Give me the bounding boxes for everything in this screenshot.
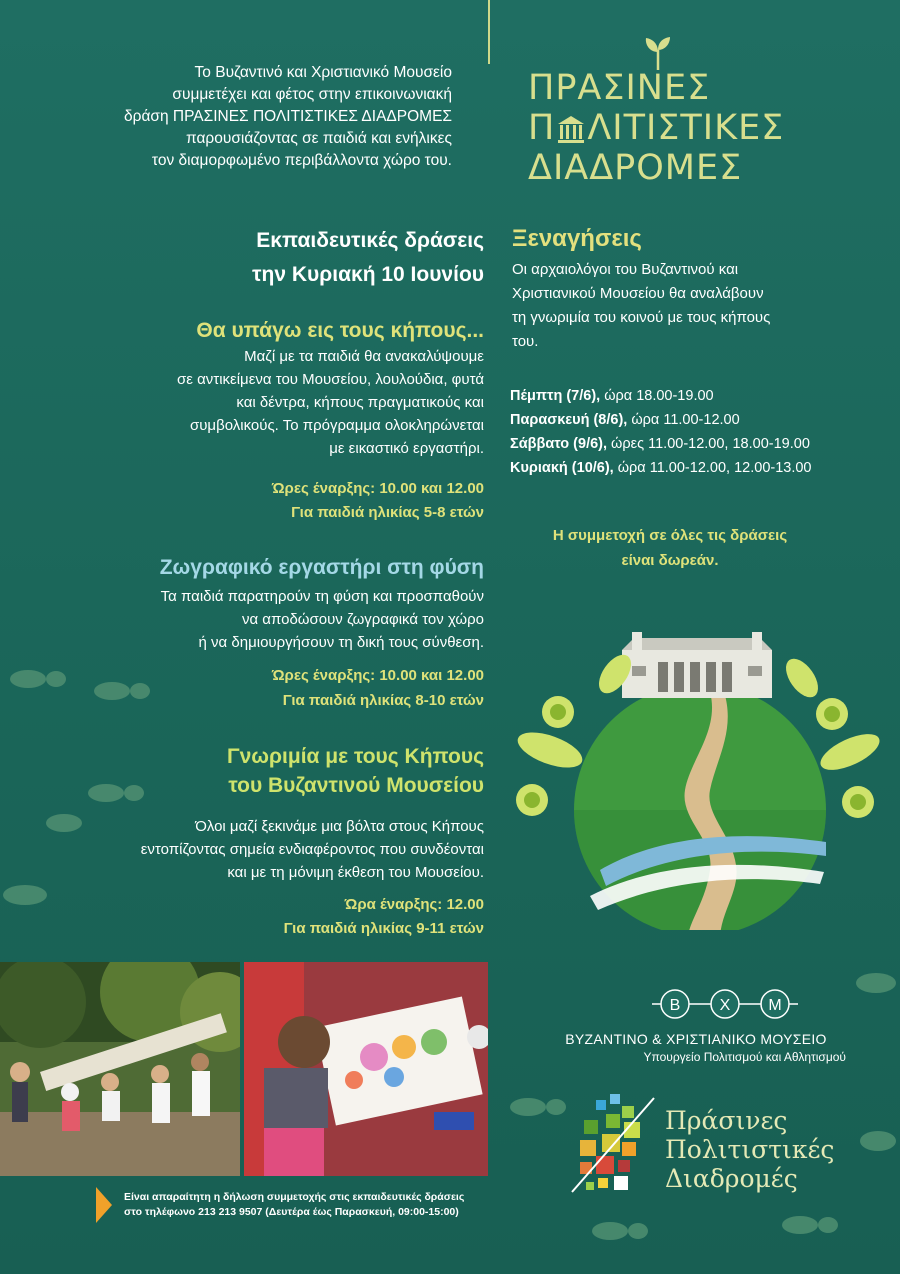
schedule-time: ώρα 11.00-12.00, 12.00-13.00 xyxy=(613,460,812,476)
ministry-name: Υπουργείο Πολιτισμού και Αθλητισμού xyxy=(643,1050,846,1064)
leaf-icon xyxy=(780,653,825,703)
intro-line: Το Βυζαντινό και Χριστιανικό Μουσείο xyxy=(194,64,452,81)
footprint-icon xyxy=(508,1092,568,1122)
schedule-row xyxy=(510,456,890,480)
event-2-line: Τα παιδιά παρατηρούν τη φύση και προσπαθούν xyxy=(160,588,484,605)
tours-title: Ξεναγήσεις xyxy=(512,225,642,252)
schedule-day: Πέμπτη (7/6), xyxy=(510,388,601,404)
museum-window xyxy=(658,662,668,692)
tours-line: Χριστιανικού Μουσείου θα αναλάβουν xyxy=(512,285,764,302)
schedule-row xyxy=(510,432,890,456)
event-3-hours: Ώρα έναρξης: 12.00 xyxy=(344,896,484,913)
event-1-ages: Για παιδιά ηλικίας 5-8 ετών xyxy=(291,504,484,521)
logo-line-2-start: Π xyxy=(528,108,556,148)
registration-note xyxy=(124,1190,504,1220)
event-1-description xyxy=(24,345,484,460)
note-line-2: στο τηλέφωνο 213 213 9507 (Δευτέρα έως Παρασκευή, 09:00-15:00) xyxy=(124,1206,459,1218)
event-2-line: ή να δημιουργήσουν τη δική τους σύνθεση. xyxy=(198,634,484,651)
museum-name: ΒΥΖΑΝΤΙΝΟ & ΧΡΙΣΤΙΑΝΙΚΟ ΜΟΥΣΕΙΟ xyxy=(565,1031,827,1047)
events-heading-line-1: Εκπαιδευτικές δράσεις xyxy=(256,229,484,252)
intro-line: συμμετέχει και φέτος στην επικοινωνιακή xyxy=(172,86,452,103)
schedule-time: ώρες 11.00-12.00, 18.00-19.00 xyxy=(607,436,810,452)
schedule-time: ώρα 11.00-12.00 xyxy=(627,412,740,428)
intro-line: παρουσιάζοντας σε παιδιά και ενήλικες xyxy=(185,130,452,147)
museum-globe-illustration xyxy=(510,620,890,930)
photo-child-painting xyxy=(244,962,488,1176)
event-2-ages: Για παιδιά ηλικίας 8-10 ετών xyxy=(282,692,484,709)
logo-letter-x: Χ xyxy=(719,997,731,1014)
top-divider xyxy=(488,0,490,64)
tours-line: τη γνωριμία του κοινού με τους κήπους xyxy=(512,309,771,326)
note-line-1: Είναι απαραίτητη η δήλωση συμμετοχής στις εκπαιδευτικές δράσεις xyxy=(124,1191,465,1203)
museum-window xyxy=(632,666,646,676)
events-heading-line-2: την Κυριακή 10 Ιουνίου xyxy=(252,263,484,286)
leaf-icon xyxy=(816,727,885,778)
green-routes-wordmark xyxy=(665,1106,834,1193)
event-3-description xyxy=(24,815,484,884)
arrow-icon xyxy=(96,1187,112,1223)
event-3-line: και με τη μόνιμη έκθεση του Μουσείου. xyxy=(227,864,484,881)
logo-line-3: ΔΙΑΔΡΟΜΕΣ xyxy=(528,148,743,188)
schedule-row xyxy=(510,408,890,432)
schedule-day: Σάββατο (9/6), xyxy=(510,436,608,452)
mosaic-logo-icon xyxy=(566,1092,662,1202)
sprout-icon xyxy=(643,36,673,70)
logo-line-1: ΠΡΑΣΙΝΕΣ xyxy=(528,68,711,108)
event-1-hours: Ώρες έναρξης: 10.00 και 12.00 xyxy=(271,480,484,497)
event-3-line: Όλοι μαζί ξεκινάμε μια βόλτα στους Κήπους xyxy=(195,818,484,835)
logo-line-2 xyxy=(528,108,858,148)
event-2-title: Ζωγραφικό εργαστήρι στη φύση xyxy=(159,556,484,579)
leaf-icon xyxy=(513,725,586,775)
free-participation-note xyxy=(500,523,840,573)
schedule-time: ώρα 18.00-19.00 xyxy=(600,388,714,404)
intro-text xyxy=(60,62,452,172)
intro-line: δράση ΠΡΑΣΙΝΕΣ ΠΟΛΙΤΙΣΤΙΚΕΣ ΔΙΑΔΡΟΜΕΣ xyxy=(124,108,452,125)
tours-schedule xyxy=(510,384,890,480)
event-3-ages: Για παιδιά ηλικίας 9-11 ετών xyxy=(283,920,484,937)
schedule-day: Παρασκευή (8/6), xyxy=(510,412,628,428)
event-2-description xyxy=(24,585,484,654)
museum-window xyxy=(674,662,684,692)
photo-children-at-tables xyxy=(0,962,240,1176)
event-1-line: και δέντρα, κήπους πραγματικούς και xyxy=(236,394,484,411)
logo-line-2-end: ΛΙΤΙΣΤΙΚΕΣ xyxy=(587,108,785,148)
event-3-title xyxy=(24,742,484,800)
museum-window xyxy=(706,662,716,692)
event-1-line: Μαζί με τα παιδιά θα ανακαλύψουμε xyxy=(244,348,484,365)
event-1-line: συμβολικούς. Το πρόγραμμα ολοκληρώνεται xyxy=(189,417,484,434)
museum-logo xyxy=(600,984,850,1024)
schedule-row xyxy=(510,384,890,408)
museum-window xyxy=(690,662,700,692)
museum-roof xyxy=(622,638,772,650)
tours-line: Οι αρχαιολόγοι του Βυζαντινού και xyxy=(512,261,739,278)
footprint-icon xyxy=(780,1210,840,1240)
event-3-title-line-1: Γνωριμία με τους Κήπους xyxy=(227,745,484,768)
event-1-line: σε αντικείμενα του Μουσείου, λουλούδια, φυτά xyxy=(177,371,484,388)
green-routes-line-1: Πράσινες xyxy=(665,1106,788,1135)
event-2-hours: Ώρες έναρξης: 10.00 και 12.00 xyxy=(271,667,484,684)
logo-letter-m: Μ xyxy=(768,997,782,1014)
event-1-line: με εικαστικό εργαστήρι. xyxy=(329,440,484,457)
schedule-day: Κυριακή (10/6), xyxy=(510,460,614,476)
museum-window xyxy=(748,666,762,676)
events-heading xyxy=(60,224,484,292)
event-3-title-line-2: του Βυζαντινού Μουσείου xyxy=(228,774,484,797)
green-cultural-routes-logo xyxy=(528,68,858,188)
event-2-line: να αποδώσουν ζωγραφικά τον χώρο xyxy=(241,611,484,628)
footprint-icon xyxy=(856,1126,900,1156)
footprint-icon xyxy=(590,1216,650,1246)
museum-tower xyxy=(752,632,762,650)
temple-icon xyxy=(557,114,585,144)
museum-tower xyxy=(632,632,642,650)
green-routes-line-3: Διαδρομές xyxy=(665,1164,798,1193)
intro-line: τον διαμορφωμένο περιβάλλοντα χώρο του. xyxy=(151,152,452,169)
logo-letter-b: Β xyxy=(669,997,681,1014)
museum-window xyxy=(722,662,732,692)
green-routes-line-2: Πολιτιστικές xyxy=(665,1135,835,1164)
event-1-title: Θα υπάγω εις τους κήπους... xyxy=(196,319,484,342)
free-line-1: Η συμμετοχή σε όλες τις δράσεις xyxy=(552,527,788,544)
tours-description xyxy=(512,258,852,354)
footprint-icon xyxy=(852,968,900,998)
free-line-2: είναι δωρεάν. xyxy=(621,552,719,569)
event-3-line: εντοπίζοντας σημεία ενδιαφέροντος που συνδέονται xyxy=(140,841,484,858)
tours-line: του. xyxy=(512,333,539,350)
